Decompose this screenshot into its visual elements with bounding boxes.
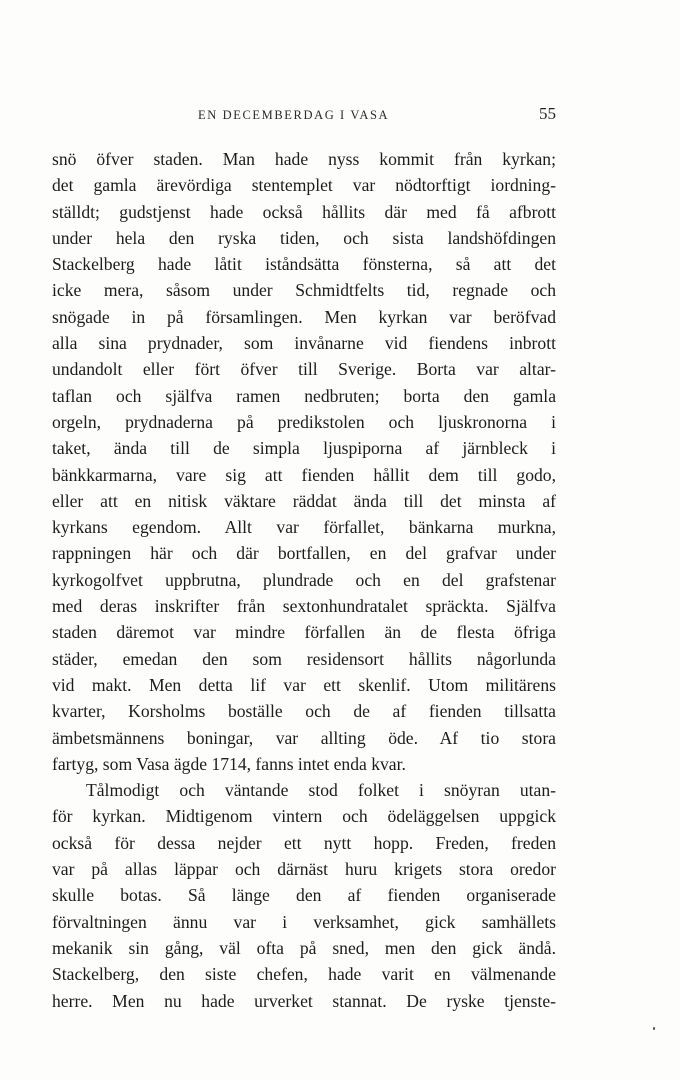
text-line: städer, emedan den som residensort hållits någorlunda — [52, 648, 556, 669]
text-line: kyrkans egendom. Allt var förfallet, bänkarna murkna, — [52, 517, 556, 538]
running-title: EN DECEMBERDAG I VASA — [198, 108, 390, 122]
text-line: kyrkogolfvet uppbrutna, plundrade och en del grafstenar — [52, 569, 556, 590]
page-number: 55 — [539, 104, 556, 123]
text-line: också för dessa nejder ett nytt hopp. Freden, freden — [52, 832, 556, 853]
text-line: ämbetsmännens boningar, var allting öde. Af tio stora — [52, 727, 556, 748]
text-line: herre. Men nu hade urverket stannat. De ryske tjenste- — [52, 990, 556, 1011]
text-line: skulle botas. Så länge den af fienden organiserade — [52, 885, 556, 906]
text-line: rappningen här och där bortfallen, en del grafvar under — [52, 543, 556, 564]
body-text — [52, 146, 556, 1014]
text-line: orgeln, prydnaderna på predikstolen och ljuskronorna i — [52, 411, 556, 432]
text-line: under hela den ryska tiden, och sista landshöfdingen — [52, 227, 556, 248]
running-head — [52, 104, 556, 128]
text-line: kvarter, Korsholms boställe och de af fienden tillsatta — [52, 701, 556, 722]
text-line: för kyrkan. Midtigenom vintern och ödeläggelsen uppgick — [52, 806, 556, 827]
text-line: förvaltningen ännu var i verksamhet, gick samhällets — [52, 911, 556, 932]
paper-speck — [653, 1027, 655, 1030]
text-line: taket, ända till de simpla ljuspiporna af järnbleck i — [52, 438, 556, 459]
text-line: mekanik sin gång, väl ofta på sned, men den gick ändå. — [52, 937, 556, 958]
text-line: med deras inskrifter från sextonhundratalet spräckta. Själfva — [52, 596, 556, 617]
text-line: det gamla ärevördiga stentemplet var nödtorftigt iordning- — [52, 175, 556, 196]
text-line: var på allas läppar och därnäst huru krigets stora oredor — [52, 859, 556, 880]
text-line: ställdt; gudstjenst hade också hållits där med få afbrott — [52, 201, 556, 222]
text-line: undandolt eller fört öfver till Sverige. Borta var altar- — [52, 359, 556, 380]
text-line: bänkkarmarna, vare sig att fienden hållit dem till godo, — [52, 464, 556, 485]
text-line: Stackelberg hade låtit iståndsätta fönsterna, så att det — [52, 254, 556, 275]
text-line: snögade in på församlingen. Men kyrkan var beröfvad — [52, 306, 556, 327]
text-line: Stackelberg, den siste chefen, hade varit en välmenande — [52, 964, 556, 985]
text-line: staden däremot var mindre förfallen än de flesta öfriga — [52, 622, 556, 643]
text-line: alla sina prydnader, som invånarne vid fiendens inbrott — [52, 333, 556, 354]
paragraph-start-line: Tålmodigt och väntande stod folket i snöyran utan- — [86, 780, 556, 801]
text-line: taflan och själfva ramen nedbruten; borta den gamla — [52, 385, 556, 406]
text-line: icke mera, såsom under Schmidtfelts tid, regnade och — [52, 280, 556, 301]
text-line: snö öfver staden. Man hade nyss kommit från kyrkan; — [52, 149, 556, 169]
paragraph-end-line: fartyg, som Vasa ägde 1714, fanns intet enda kvar. — [52, 753, 406, 774]
text-line: vid makt. Men detta lif var ett skenlif. Utom militärens — [52, 674, 556, 695]
text-line: eller att en nitisk väktare räddat ända till det minsta af — [52, 490, 556, 511]
